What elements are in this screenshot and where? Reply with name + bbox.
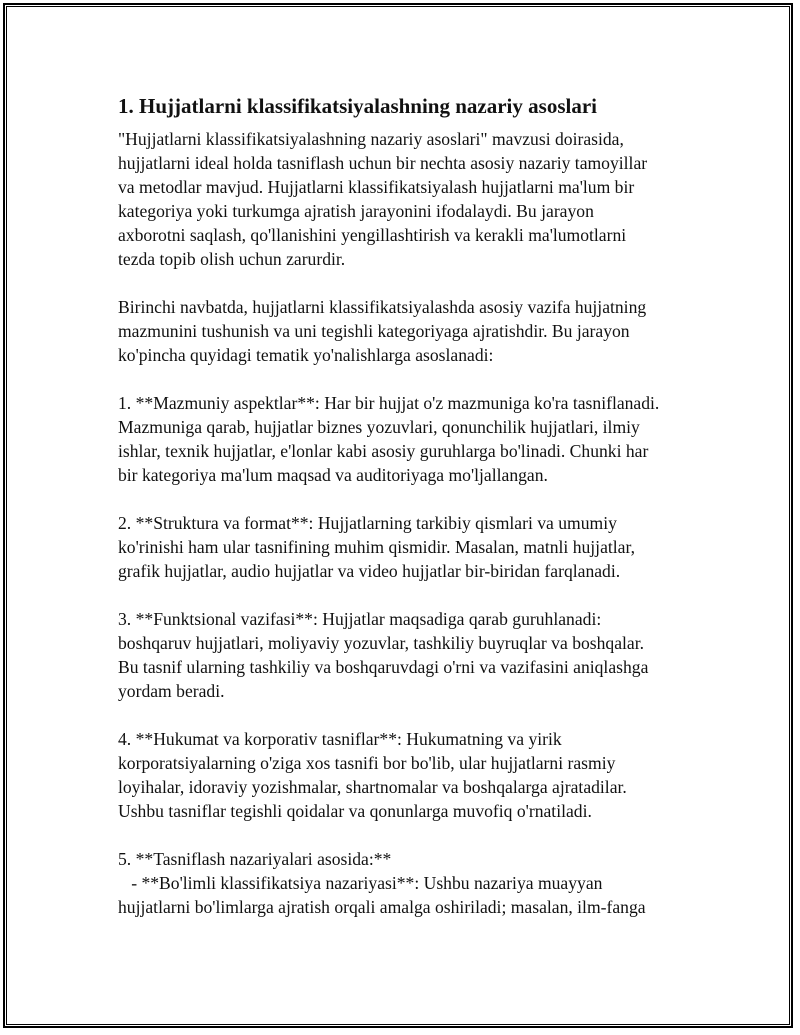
text-line: va metodlar mavjud. Hujjatlarni klassifikatsiyalash hujjatlarni ma'lum bir — [118, 177, 635, 197]
text-line: 3. **Funktsional vazifasi**: Hujjatlar maqsadiga qarab guruhlanadi: — [118, 609, 602, 629]
text-line: boshqaruv hujjatlari, moliyaviy yozuvlar, tashkiliy buyruqlar va boshqalar. — [118, 633, 645, 653]
list-item-government-corporate — [118, 727, 698, 823]
text-line: bir kategoriya ma'lum maqsad va auditoriyaga mo'ljallangan. — [118, 465, 548, 485]
text-line: ko'rinishi ham ular tasnifining muhim qismidir. Masalan, matnli hujjatlar, — [118, 537, 636, 557]
text-line: 2. **Struktura va format**: Hujjatlarning tarkibiy qismlari va umumiy — [118, 513, 617, 533]
text-line: hujjatlarni bo'limlarga ajratish orqali amalga oshiriladi; masalan, ilm-fanga — [118, 897, 646, 917]
paragraph-first-task — [118, 295, 698, 367]
list-item-content-aspects — [118, 391, 698, 487]
text-line: kategoriya yoki turkumga ajratish jarayonini ifodalaydi. Bu jarayon — [118, 201, 594, 221]
text-line: "Hujjatlarni klassifikatsiyalashning nazariy asoslari" mavzusi doirasida, — [118, 129, 624, 149]
list-item-structure-format — [118, 511, 698, 583]
text-line: ishlar, texnik hujjatlar, e'lonlar kabi asosiy guruhlarga bo'linadi. Chunki har — [118, 441, 649, 461]
text-line: 4. **Hukumat va korporativ tasniflar**: Hukumatning va yirik — [118, 729, 562, 749]
text-line: grafik hujjatlar, audio hujjatlar va video hujjatlar bir-biridan farqlanadi. — [118, 561, 621, 581]
text-line: loyihalar, idoraviy yozishmalar, shartnomalar va boshqalarga ajratadilar. — [118, 777, 627, 797]
paragraph-intro — [118, 127, 698, 271]
text-line: axborotni saqlash, qo'llanishini yengillashtirish va kerakli ma'lumotlarni — [118, 225, 627, 245]
text-line: - **Bo'limli klassifikatsiya nazariyasi**: Ushbu nazariya muayyan — [118, 873, 603, 893]
text-line: 1. **Mazmuniy aspektlar**: Har bir hujjat o'z mazmuniga ko'ra tasniflanadi. — [118, 393, 660, 413]
text-line: Birinchi navbatda, hujjatlarni klassifikatsiyalashda asosiy vazifa hujjatning — [118, 297, 647, 317]
text-line: Bu tasnif ularning tashkiliy va boshqaruvdagi o'rni va vazifasini aniqlashga — [118, 657, 649, 677]
text-line: Ushbu tasniflar tegishli qoidalar va qonunlarga muvofiq o'rnatiladi. — [118, 801, 592, 821]
text-line: Mazmuniga qarab, hujjatlar biznes yozuvlari, qonunchilik hujjatlari, ilmiy — [118, 417, 640, 437]
text-line: mazmunini tushunish va uni tegishli kategoriyaga ajratishdir. Bu jarayon — [118, 321, 630, 341]
text-line: ko'pincha quyidagi tematik yo'nalishlarga asoslanadi: — [118, 345, 494, 365]
document-body — [118, 91, 698, 943]
section-heading: 1. Hujjatlarni klassifikatsiyalashning nazariy asoslari — [118, 94, 597, 118]
text-line: korporatsiyalarning o'ziga xos tasnifi bor bo'lib, ular hujjatlarni rasmiy — [118, 753, 616, 773]
text-line: 5. **Tasniflash nazariyalari asosida:** — [118, 849, 392, 869]
text-line: yordam beradi. — [118, 681, 225, 701]
text-line: hujjatlarni ideal holda tasniflash uchun bir nechta asosiy nazariy tamoyillar — [118, 153, 648, 173]
list-item-classification-theories — [118, 847, 698, 919]
list-item-functional-purpose — [118, 607, 698, 703]
text-line: tezda topib olish uchun zarurdir. — [118, 249, 346, 269]
